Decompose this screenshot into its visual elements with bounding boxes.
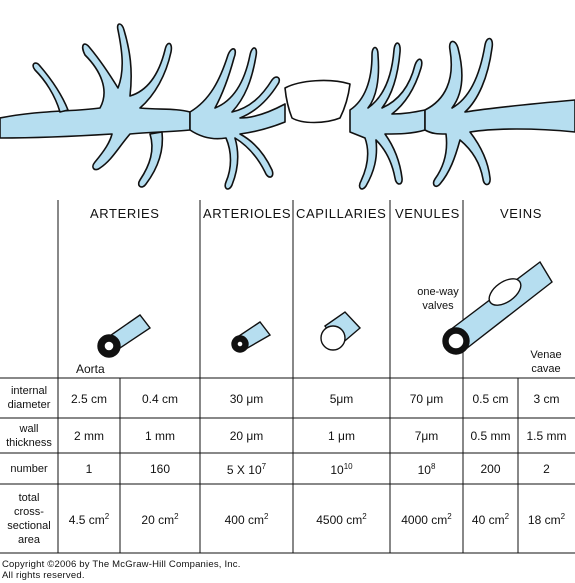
cell-wall-capillaries: 1 μm [328,429,355,443]
artery-twig [33,63,68,112]
cell-wall-arteries: 1 mm [145,429,175,443]
cell-area-arterioles: 400 $cm^2$ [224,512,269,527]
copyright-line-1: Copyright ©2006 by The McGraw-Hill Companies, Inc. [2,559,241,570]
aorta-icon [98,315,150,357]
cell-wall-aorta: 2 mm [74,429,104,443]
cell-number-capillaries: $10^{10}$ [330,462,353,477]
cell-number-arteries: 160 [149,462,171,476]
cell-number-aorta: 1 [85,462,93,476]
arterioles-branches [190,48,285,189]
cell-diameter-arteries: 0.4 cm [141,392,178,406]
copyright-line-2: All rights reserved. [2,570,85,581]
row-header-total-cross-sectional-area: total cross- sectional area [7,492,51,546]
header-venules: VENULES [395,206,460,221]
veins-branches [425,39,575,187]
cell-area-venules: 4000 $cm^2$ [401,512,452,527]
venules-branches [350,43,425,189]
cell-diameter-aorta: 2.5 cm [70,392,107,406]
cell-wall-veins: 0.5 mm [470,429,511,443]
cell-number-venae-cavae: 2 [543,462,550,476]
cell-wall-arterioles: 20 μm [229,429,264,443]
row-header-number: number [10,463,48,475]
cell-area-venae-cavae: 18 $cm^2$ [527,512,566,527]
header-veins: VEINS [500,206,543,221]
aorta-label: Aorta [76,362,105,376]
cell-area-capillaries: 4500 $cm^2$ [316,512,367,527]
capillary-bed [285,81,350,123]
cell-diameter-veins: 0.5 cm [472,392,509,406]
row-header-internal-diameter: internal diameter [7,385,51,411]
cell-diameter-venules: 70 μm [409,392,444,406]
cell-wall-venae-cavae: 1.5 mm [526,429,567,443]
header-capillaries: CAPILLARIES [296,206,387,221]
one-way-valves-label: one-way valves [417,286,459,312]
cell-diameter-arterioles: 30 μm [229,392,264,406]
cell-area-arteries: 20 $cm^2$ [141,512,179,527]
header-arterioles: ARTERIOLES [203,206,292,221]
row-header-wall-thickness: wall thickness [6,423,52,449]
cell-number-venules: $10^8$ [417,462,436,477]
cell-diameter-capillaries: 5μm [329,392,354,406]
artery-twig [139,132,163,187]
header-arteries: ARTERIES [90,206,160,221]
capillary-icon [321,312,360,350]
arteriole-icon [232,322,270,352]
cell-number-veins: 200 [480,462,501,476]
cell-number-arterioles: 5 X $10^7$ [226,462,267,477]
cell-diameter-venae-cavae: 3 cm [533,392,560,406]
cell-area-veins: 40 $cm^2$ [471,512,510,527]
venae-cavae-label: Venae cavae [530,349,562,375]
cell-area-aorta: 4.5 $cm^2$ [68,512,110,527]
cell-wall-venules: 7μm [414,429,439,443]
